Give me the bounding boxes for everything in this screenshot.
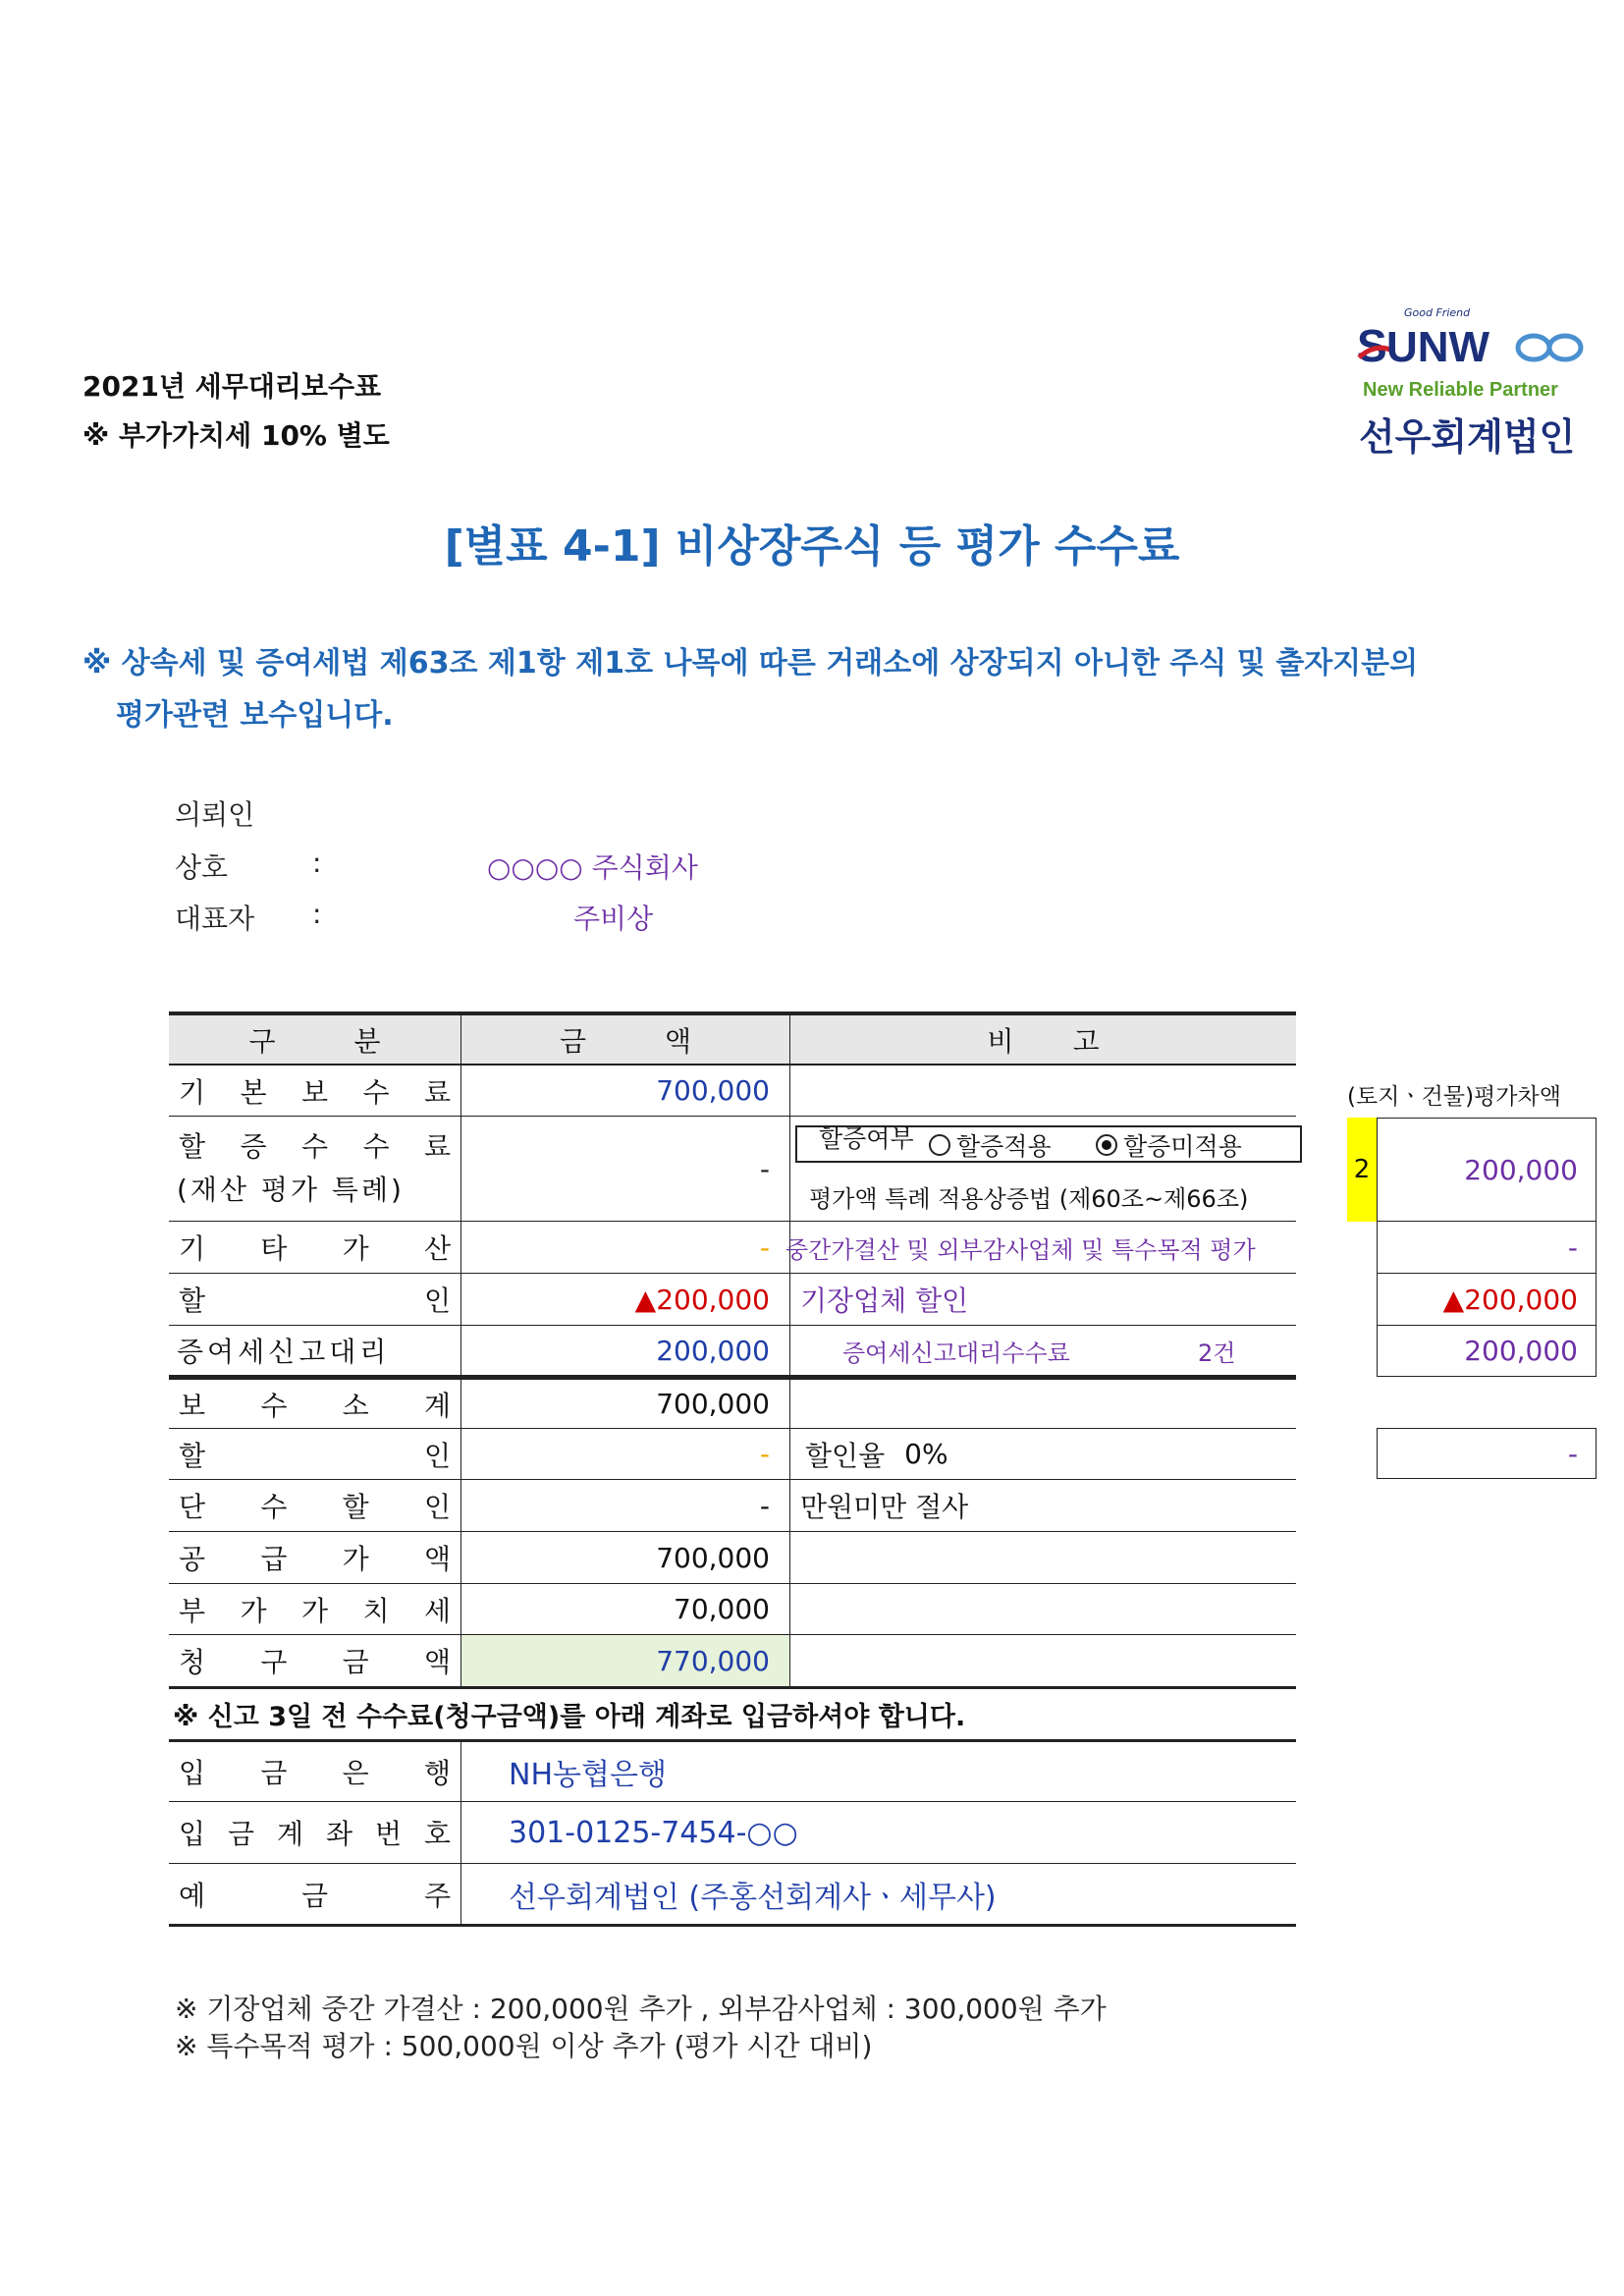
row-rounding-remark: 만원미만 절사 — [800, 1491, 969, 1523]
row-rounding-amount: - — [759, 1489, 770, 1522]
row-extra-label: 기 타 가 산 — [179, 1232, 451, 1265]
logo-slogan: New Reliable Partner — [1363, 379, 1558, 401]
rep-label: 대표자 — [175, 902, 255, 935]
header-remark: 비 고 — [987, 1025, 1100, 1058]
row-account-value: 301-0125-7454-○○ — [509, 1815, 798, 1850]
page-title: [별표 4-1] 비상장주식 등 평가 수수료 — [444, 521, 1180, 572]
row-gift-filing-count: 2건 — [1198, 1339, 1236, 1367]
surcharge-option-apply[interactable]: 할증적용 — [929, 1127, 1052, 1163]
row-surcharge-label-1: 할 증 수 수 료 — [179, 1130, 451, 1163]
company-label: 상호 — [175, 851, 229, 884]
row-discount1-label: 할 인 — [179, 1285, 451, 1317]
row-basic-label: 기 본 보 수 료 — [179, 1075, 451, 1109]
row-extra-amount: - — [759, 1230, 770, 1264]
side-index: 2 — [1347, 1118, 1377, 1222]
surcharge-option-not-apply[interactable]: 할증미적용 — [1096, 1127, 1242, 1163]
notice-line-2: 평가관련 보수입니다. — [116, 698, 394, 733]
rep-value: 주비상 — [573, 902, 654, 935]
row-gift-filing-amount: 200,000 — [656, 1334, 770, 1367]
row-rounding-label: 단 수 할 인 — [179, 1491, 451, 1523]
row-discount2-remark: 할인율 0% — [805, 1438, 948, 1472]
row-supply-label: 공 급 가 액 — [179, 1543, 451, 1575]
row-basic-amount: 700,000 — [656, 1074, 770, 1107]
notice-line-1: ※ 상속세 및 증여세법 제63조 제1항 제1호 나목에 따른 거래소에 상장되지 아니한 주식 및 출자지분의 — [82, 646, 1419, 681]
document-year-title: 2021년 세무대리보수표 — [82, 370, 382, 403]
row-extra-remark: 중간가결산 및 외부감사업체 및 특수목적 평가 — [785, 1235, 1256, 1264]
row-gift-filing-label: 증여세신고대리 — [177, 1336, 391, 1368]
row-vat-label: 부 가 가 치 세 — [179, 1594, 451, 1627]
row-bank-label: 입 금 은 행 — [179, 1757, 451, 1789]
rep-colon: : — [312, 898, 322, 930]
row-discount2-amount: - — [759, 1438, 770, 1470]
footnote-2: ※ 특수목적 평가 : 500,000원 이상 추가 (평가 시간 대비) — [175, 2030, 873, 2062]
footnote-1: ※ 기장업체 중간 가결산 : 200,000원 추가 , 외부감사업체 : 300,000원 추가 — [175, 1993, 1107, 2025]
row-vat-amount: 70,000 — [674, 1593, 770, 1625]
company-colon: : — [312, 847, 322, 879]
svg-text:S: S — [1357, 320, 1387, 371]
side-value-5: - — [1377, 1428, 1597, 1479]
vat-note: ※ 부가가치세 10% 별도 — [82, 419, 390, 452]
row-account-label: 입 금 계 좌 번 호 — [179, 1818, 451, 1850]
row-holder-label: 예 금 주 — [179, 1879, 451, 1912]
svg-text:UNW: UNW — [1386, 323, 1490, 371]
row-surcharge-label-2: (재산 평가 특례) — [177, 1174, 405, 1206]
row-gift-filing-remark: 증여세신고대리수수료 — [842, 1339, 1070, 1367]
side-value-4: 200,000 — [1377, 1326, 1597, 1377]
logo-name-ko: 선우회계법인 — [1359, 415, 1576, 459]
surcharge-toggle-label: 할증여부 — [819, 1124, 914, 1153]
payment-note: ※ 신고 3일 전 수수료(청구금액)를 아래 계좌로 입금하셔야 합니다. — [173, 1702, 966, 1732]
surcharge-remark: 평가액 특례 적용상증법 (제60조~제66조) — [809, 1184, 1249, 1213]
side-value-1: 200,000 — [1377, 1118, 1597, 1222]
side-title: (토지ㆍ건물)평가차액 — [1347, 1084, 1561, 1110]
row-discount2-label: 할 인 — [179, 1439, 451, 1472]
row-subtotal-amount: 700,000 — [656, 1388, 770, 1420]
row-subtotal-label: 보 수 소 계 — [179, 1389, 451, 1422]
row-bank-value: NH농협은행 — [509, 1758, 667, 1792]
row-discount1-remark: 기장업체 할인 — [800, 1285, 969, 1317]
side-value-3: ▲200,000 — [1377, 1274, 1597, 1326]
header-category: 구 분 — [248, 1025, 381, 1058]
logo-tagline: Good Friend — [1404, 306, 1471, 319]
side-value-2: - — [1377, 1222, 1597, 1274]
row-supply-amount: 700,000 — [656, 1541, 770, 1574]
client-heading: 의뢰인 — [175, 798, 255, 831]
row-total-label: 청 구 금 액 — [179, 1646, 451, 1678]
row-total-amount: 770,000 — [656, 1644, 770, 1677]
radio-selected-icon[interactable] — [1096, 1134, 1117, 1156]
header-amount: 금 액 — [559, 1025, 692, 1058]
company-value: ○○○○ 주식회사 — [487, 851, 698, 884]
row-holder-value: 선우회계법인 (주홍선회계사ㆍ세무사) — [509, 1880, 997, 1915]
row-discount1-amount: ▲200,000 — [634, 1283, 770, 1316]
radio-apply-icon[interactable] — [929, 1134, 950, 1156]
row-surcharge-amount: - — [759, 1152, 770, 1185]
